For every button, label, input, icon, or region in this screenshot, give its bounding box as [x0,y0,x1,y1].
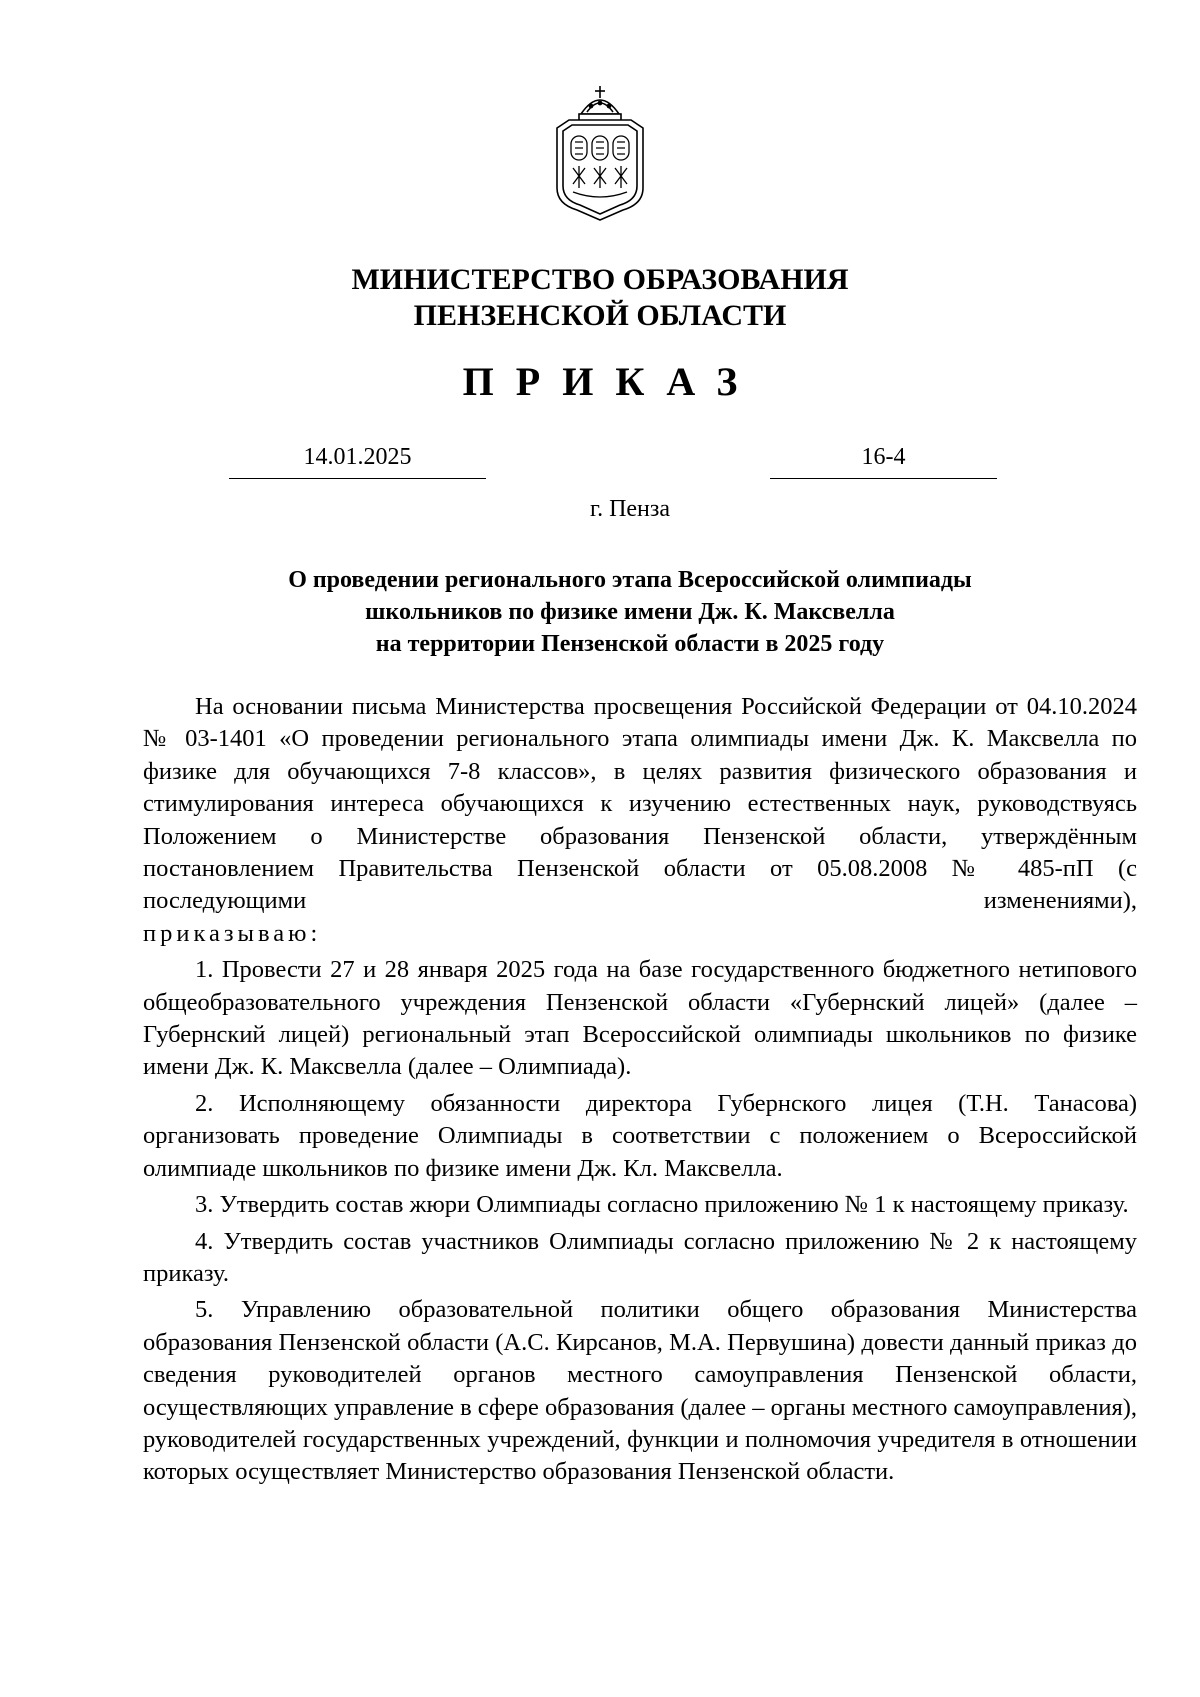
city: г. Пенза [589,496,671,522]
coat-of-arms-icon [551,84,649,224]
subject-line2: школьников по физике имени Дж. К. Максвелла [365,599,895,625]
list-item: 4. Утвердить состав участников Олимпиады согласно приложению № 2 к настоящему приказу. [143,1227,1137,1287]
order-title: ПРИКАЗ [462,359,760,404]
subject-line3: на территории Пензенской области в 2025 году [375,631,885,657]
order-number: 16-4 [770,441,997,479]
order-word: приказываю: [143,919,322,947]
subject-line1: О проведении регионального этапа Всероссийской олимпиады [288,567,972,593]
order-subject [200,564,1060,660]
order-word-line [143,918,1137,950]
list-item: 2. Исполняющему обязанности директора Губернского лицея (Т.Н. Танасова) организовать проведение Олимпиады в соответствии с положением о Всероссийской олимпиаде школьников по физике имени Дж. Кл. Максвелла. [143,1089,1137,1182]
list-item: 5. Управлению образовательной политики общего образования Министерства образования Пензенской области (А.С. Кирсанов, М.А. Первушина) довести данный приказ до сведения руководителей органов местного самоуправления Пензенской области, осуществляющих управление в сфере образования (далее – органы местного самоуправления), руководителей государственных учреждений, функции и полномочия учредителя в отношении которых осуществляет Министерство образования Пензенской области. [143,1296,1137,1486]
list-item: 3. Утвердить состав жюри Олимпиады согласно приложению № 1 к настоящему приказу. [195,1191,1129,1219]
ministry-name-line1: МИНИСТЕРСТВО ОБРАЗОВАНИЯ [351,263,849,296]
order-body [143,691,1137,1489]
ministry-name-line2: ПЕНЗЕНСКОЙ ОБЛАСТИ [413,299,787,332]
order-date: 14.01.2025 [229,441,486,479]
list-item: 1. Провести 27 и 28 января 2025 года на базе государственного бюджетного нетипового общеобразовательного учреждения Пензенской области «Губернский лицей» (далее – Губернский лицей) региональный этап Всероссийской олимпиады школьников по физике имени Дж. К. Максвелла (далее – Олимпиада). [143,956,1137,1081]
preamble [143,691,1137,918]
ministry-name [0,262,1200,334]
preamble-text: На основании письма Министерства просвещения Российской Федерации от 04.10.2024 № 03-1401 «О проведении регионального этапа олимпиады имени Дж. К. Максвелла по физике для обучающихся 7-8 классов», в целях развития физического образования и стимулирования интереса обучающихся к изучению естественных наук, руководствуясь Положением о Министерстве образования Пензенской области, утверждённым постановлением Правительства Пензенской области от 05.08.2008 № 485-пП (с последующими изменениями), [143,693,1137,915]
